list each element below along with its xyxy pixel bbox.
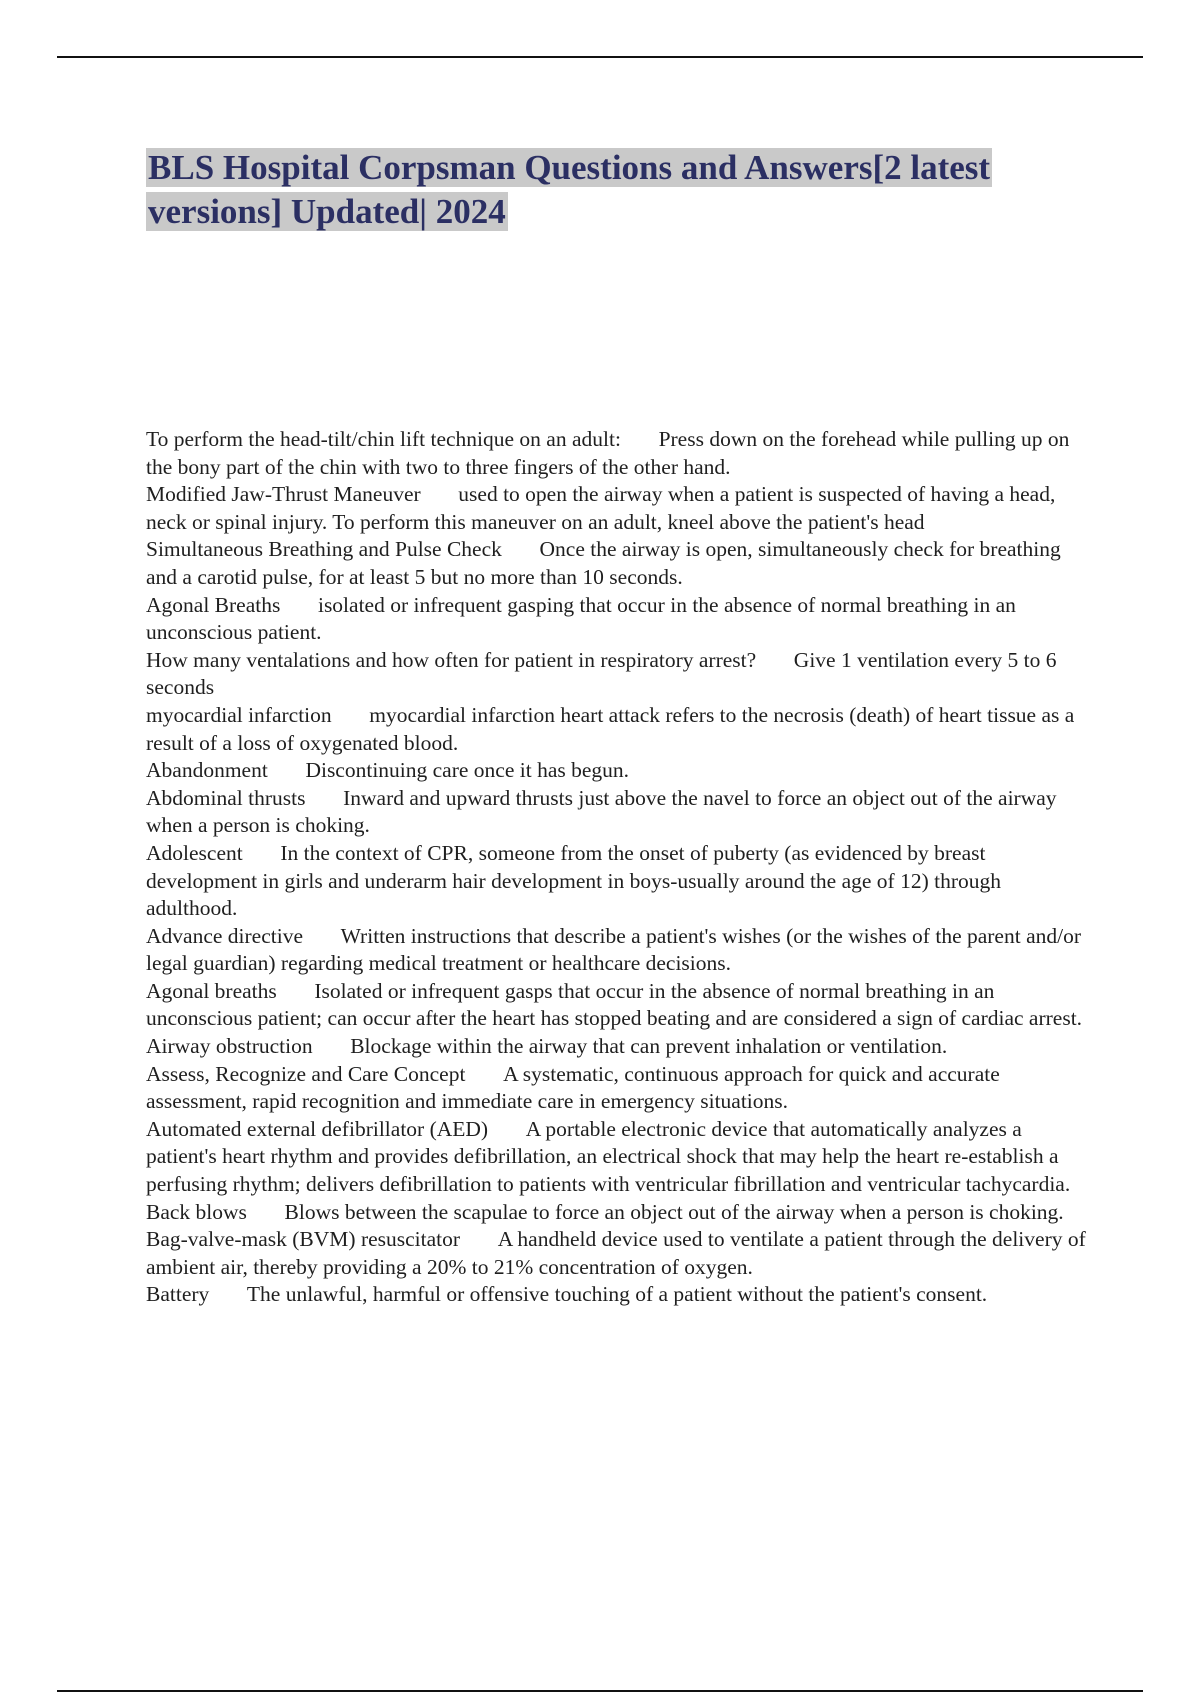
entry-term: Simultaneous Breathing and Pulse Check bbox=[146, 537, 502, 562]
bottom-rule bbox=[57, 1690, 1143, 1692]
flashcard-entry bbox=[146, 1226, 1090, 1281]
flashcard-entry bbox=[146, 592, 1090, 647]
flashcard-list bbox=[146, 426, 1090, 1309]
flashcard-entry bbox=[146, 923, 1090, 978]
entry-definition: A portable electronic device that automatically analyzes a patient's heart rhythm and provides defibrillation, an electrical shock that may help the heart re-establish a perfusing rhythm; delivers defibrillation to patients with ventricular fibrillation and ventricular tachycardia. bbox=[146, 1116, 1071, 1197]
flashcard-entry bbox=[146, 1199, 1090, 1227]
entry-definition: Isolated or infrequent gasps that occur in the absence of normal breathing in an unconscious patient; can occur after the heart has stopped beating and are considered a sign of cardiac arrest. bbox=[146, 978, 1083, 1031]
flashcard-entry bbox=[146, 978, 1090, 1033]
entry-definition: In the context of CPR, someone from the onset of puberty (as evidenced by breast development in girls and underarm hair development in boys-usually around the age of 12) through adulthood. bbox=[146, 840, 1002, 921]
entry-term: Back blows bbox=[146, 1199, 247, 1224]
entry-definition: Written instructions that describe a patient's wishes (or the wishes of the parent and/or legal guardian) regarding medical treatment or healthcare decisions. bbox=[146, 923, 1081, 976]
entry-term: How many ventalations and how often for patient in respiratory arrest? bbox=[146, 647, 757, 672]
flashcard-entry bbox=[146, 1116, 1090, 1199]
entry-definition: Once the airway is open, simultaneously check for breathing and a carotid pulse, for at least 5 but no more than 10 seconds. bbox=[146, 537, 1061, 589]
document-title-text: BLS Hospital Corpsman Questions and Answers[2 latest versions] Updated| 2024 bbox=[148, 148, 991, 231]
flashcard-entry bbox=[146, 647, 1090, 702]
flashcard-entry bbox=[146, 481, 1090, 536]
entry-definition: Blockage within the airway that can prevent inhalation or ventilation. bbox=[350, 1034, 948, 1059]
entry-definition: isolated or infrequent gasping that occur in the absence of normal breathing in an unconscious patient. bbox=[146, 592, 1016, 645]
document-title bbox=[146, 146, 1076, 234]
flashcard-entry bbox=[146, 840, 1090, 923]
flashcard-entry bbox=[146, 702, 1090, 757]
entry-term: Airway obstruction bbox=[146, 1034, 313, 1059]
flashcard-entry bbox=[146, 426, 1090, 481]
entry-term: Advance directive bbox=[146, 923, 303, 948]
flashcard-entry bbox=[146, 785, 1090, 840]
entry-definition: The unlawful, harmful or offensive touching of a patient without the patient's consent. bbox=[246, 1282, 988, 1307]
entry-term: Bag-valve-mask (BVM) resuscitator bbox=[146, 1227, 461, 1252]
entry-term: Modified Jaw-Thrust Maneuver bbox=[146, 482, 421, 507]
flashcard-entry bbox=[146, 757, 1090, 785]
flashcard-entry bbox=[146, 1281, 1090, 1309]
entry-term: Battery bbox=[146, 1282, 210, 1307]
entry-definition: myocardial infarction heart attack refers to the necrosis (death) of heart tissue as a result of a loss of oxygenated blood. bbox=[146, 702, 1075, 755]
entry-definition: A handheld device used to ventilate a patient through the delivery of ambient air, thereby providing a 20% to 21% concentration of oxygen. bbox=[146, 1227, 1086, 1279]
entry-term: Assess, Recognize and Care Concept bbox=[146, 1061, 466, 1086]
entry-term: Automated external defibrillator (AED) bbox=[146, 1116, 489, 1141]
top-rule bbox=[57, 56, 1143, 58]
entry-term: myocardial infarction bbox=[146, 702, 332, 727]
entry-definition: Press down on the forehead while pulling up on the bony part of the chin with two to three fingers of the other hand. bbox=[146, 427, 1070, 479]
entry-term: Adolescent bbox=[146, 840, 243, 865]
entry-term: To perform the head-tilt/chin lift technique on an adult: bbox=[146, 427, 621, 451]
entry-term: Abdominal thrusts bbox=[146, 785, 306, 810]
flashcard-entry bbox=[146, 1033, 1090, 1061]
entry-definition: Discontinuing care once it has begun. bbox=[305, 758, 630, 783]
entry-definition: used to open the airway when a patient is suspected of having a head, neck or spinal injury. To perform this maneuver on an adult, kneel above the patient's head bbox=[146, 482, 1056, 534]
flashcard-entry bbox=[146, 536, 1090, 591]
entry-definition: Inward and upward thrusts just above the navel to force an object out of the airway when a person is choking. bbox=[146, 785, 1057, 838]
entry-definition: Give 1 ventilation every 5 to 6 seconds bbox=[146, 647, 1057, 700]
entry-term: Abandonment bbox=[146, 758, 268, 783]
entry-definition: A systematic, continuous approach for quick and accurate assessment, rapid recognition and immediate care in emergency situations. bbox=[146, 1061, 1000, 1114]
entry-term: Agonal Breaths bbox=[146, 592, 281, 617]
entry-definition: Blows between the scapulae to force an object out of the airway when a person is choking. bbox=[284, 1199, 1064, 1224]
flashcard-entry bbox=[146, 1061, 1090, 1116]
entry-term: Agonal breaths bbox=[146, 978, 277, 1003]
